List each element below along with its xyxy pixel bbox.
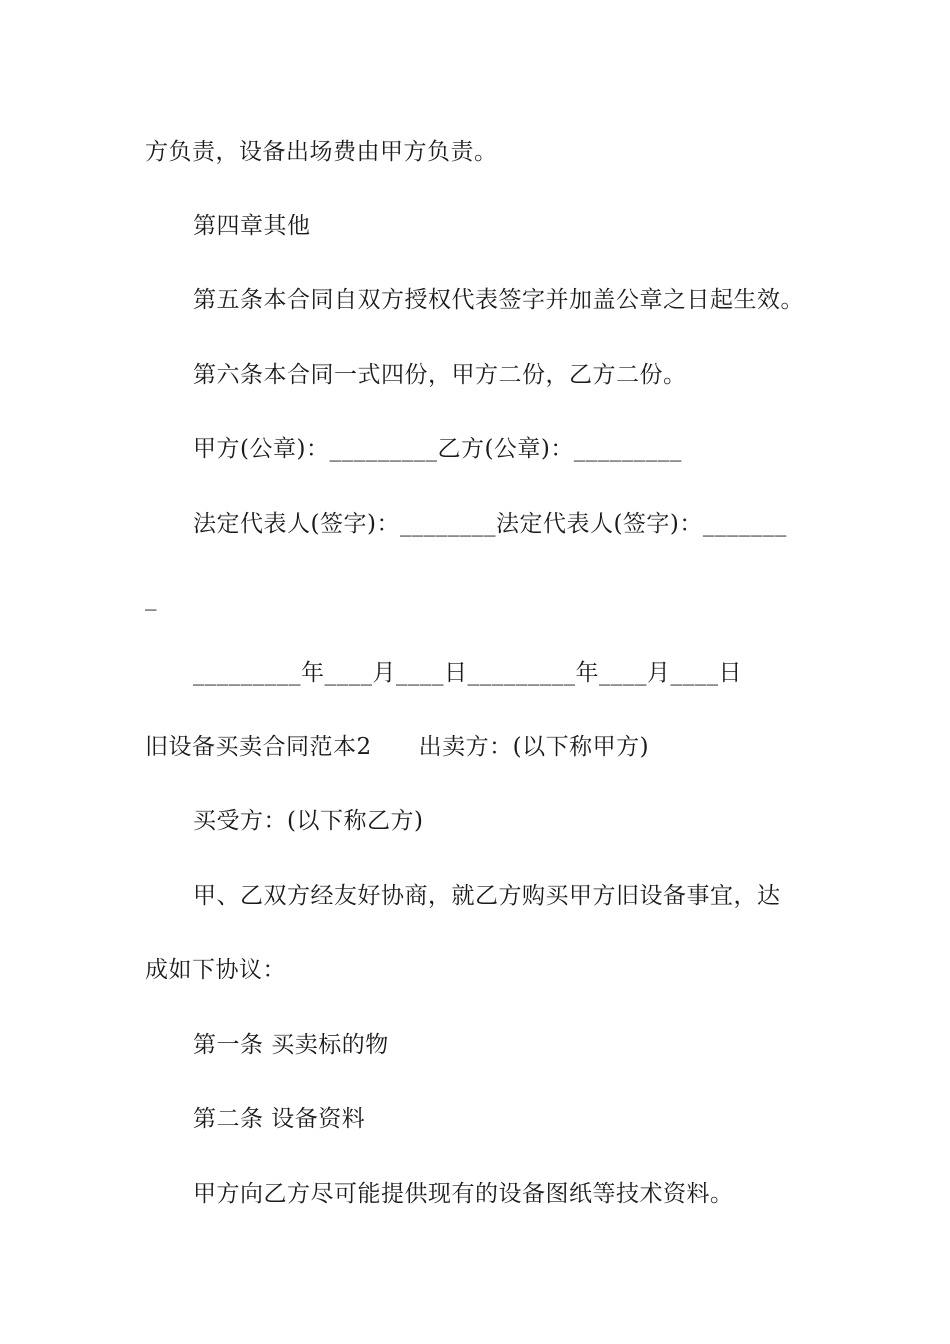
article-six: 第六条本合同一式四份，甲方二份，乙方二份。 <box>193 362 687 388</box>
buyer-line: 买受方：(以下称乙方) <box>193 808 424 834</box>
contract-title-seller: 旧设备买卖合同范本2 出卖方：(以下称甲方) <box>145 734 650 760</box>
chapter-heading: 第四章其他 <box>193 213 311 239</box>
signature-line-wrap: _ <box>145 585 157 611</box>
agreement-intro-wrap: 成如下协议： <box>145 957 286 983</box>
date-line: _________年____月____日_________年____月____日 <box>193 660 742 686</box>
article-two-body: 甲方向乙方尽可能提供现有的设备图纸等技术资料。 <box>193 1181 734 1207</box>
paragraph-continuation: 方负责，设备出场费由甲方负责。 <box>145 139 498 165</box>
article-five: 第五条本合同自双方授权代表签字并加盖公章之日起生效。 <box>193 287 804 313</box>
article-two-heading: 第二条 设备资料 <box>193 1106 366 1132</box>
signature-line: 法定代表人(签字)：________法定代表人(签字)：_______ <box>193 511 787 537</box>
agreement-intro: 甲、乙双方经友好协商，就乙方购买甲方旧设备事宜，达 <box>193 883 781 909</box>
article-one-heading: 第一条 买卖标的物 <box>193 1032 389 1058</box>
seal-line: 甲方(公章)：_________乙方(公章)：_________ <box>193 436 682 462</box>
